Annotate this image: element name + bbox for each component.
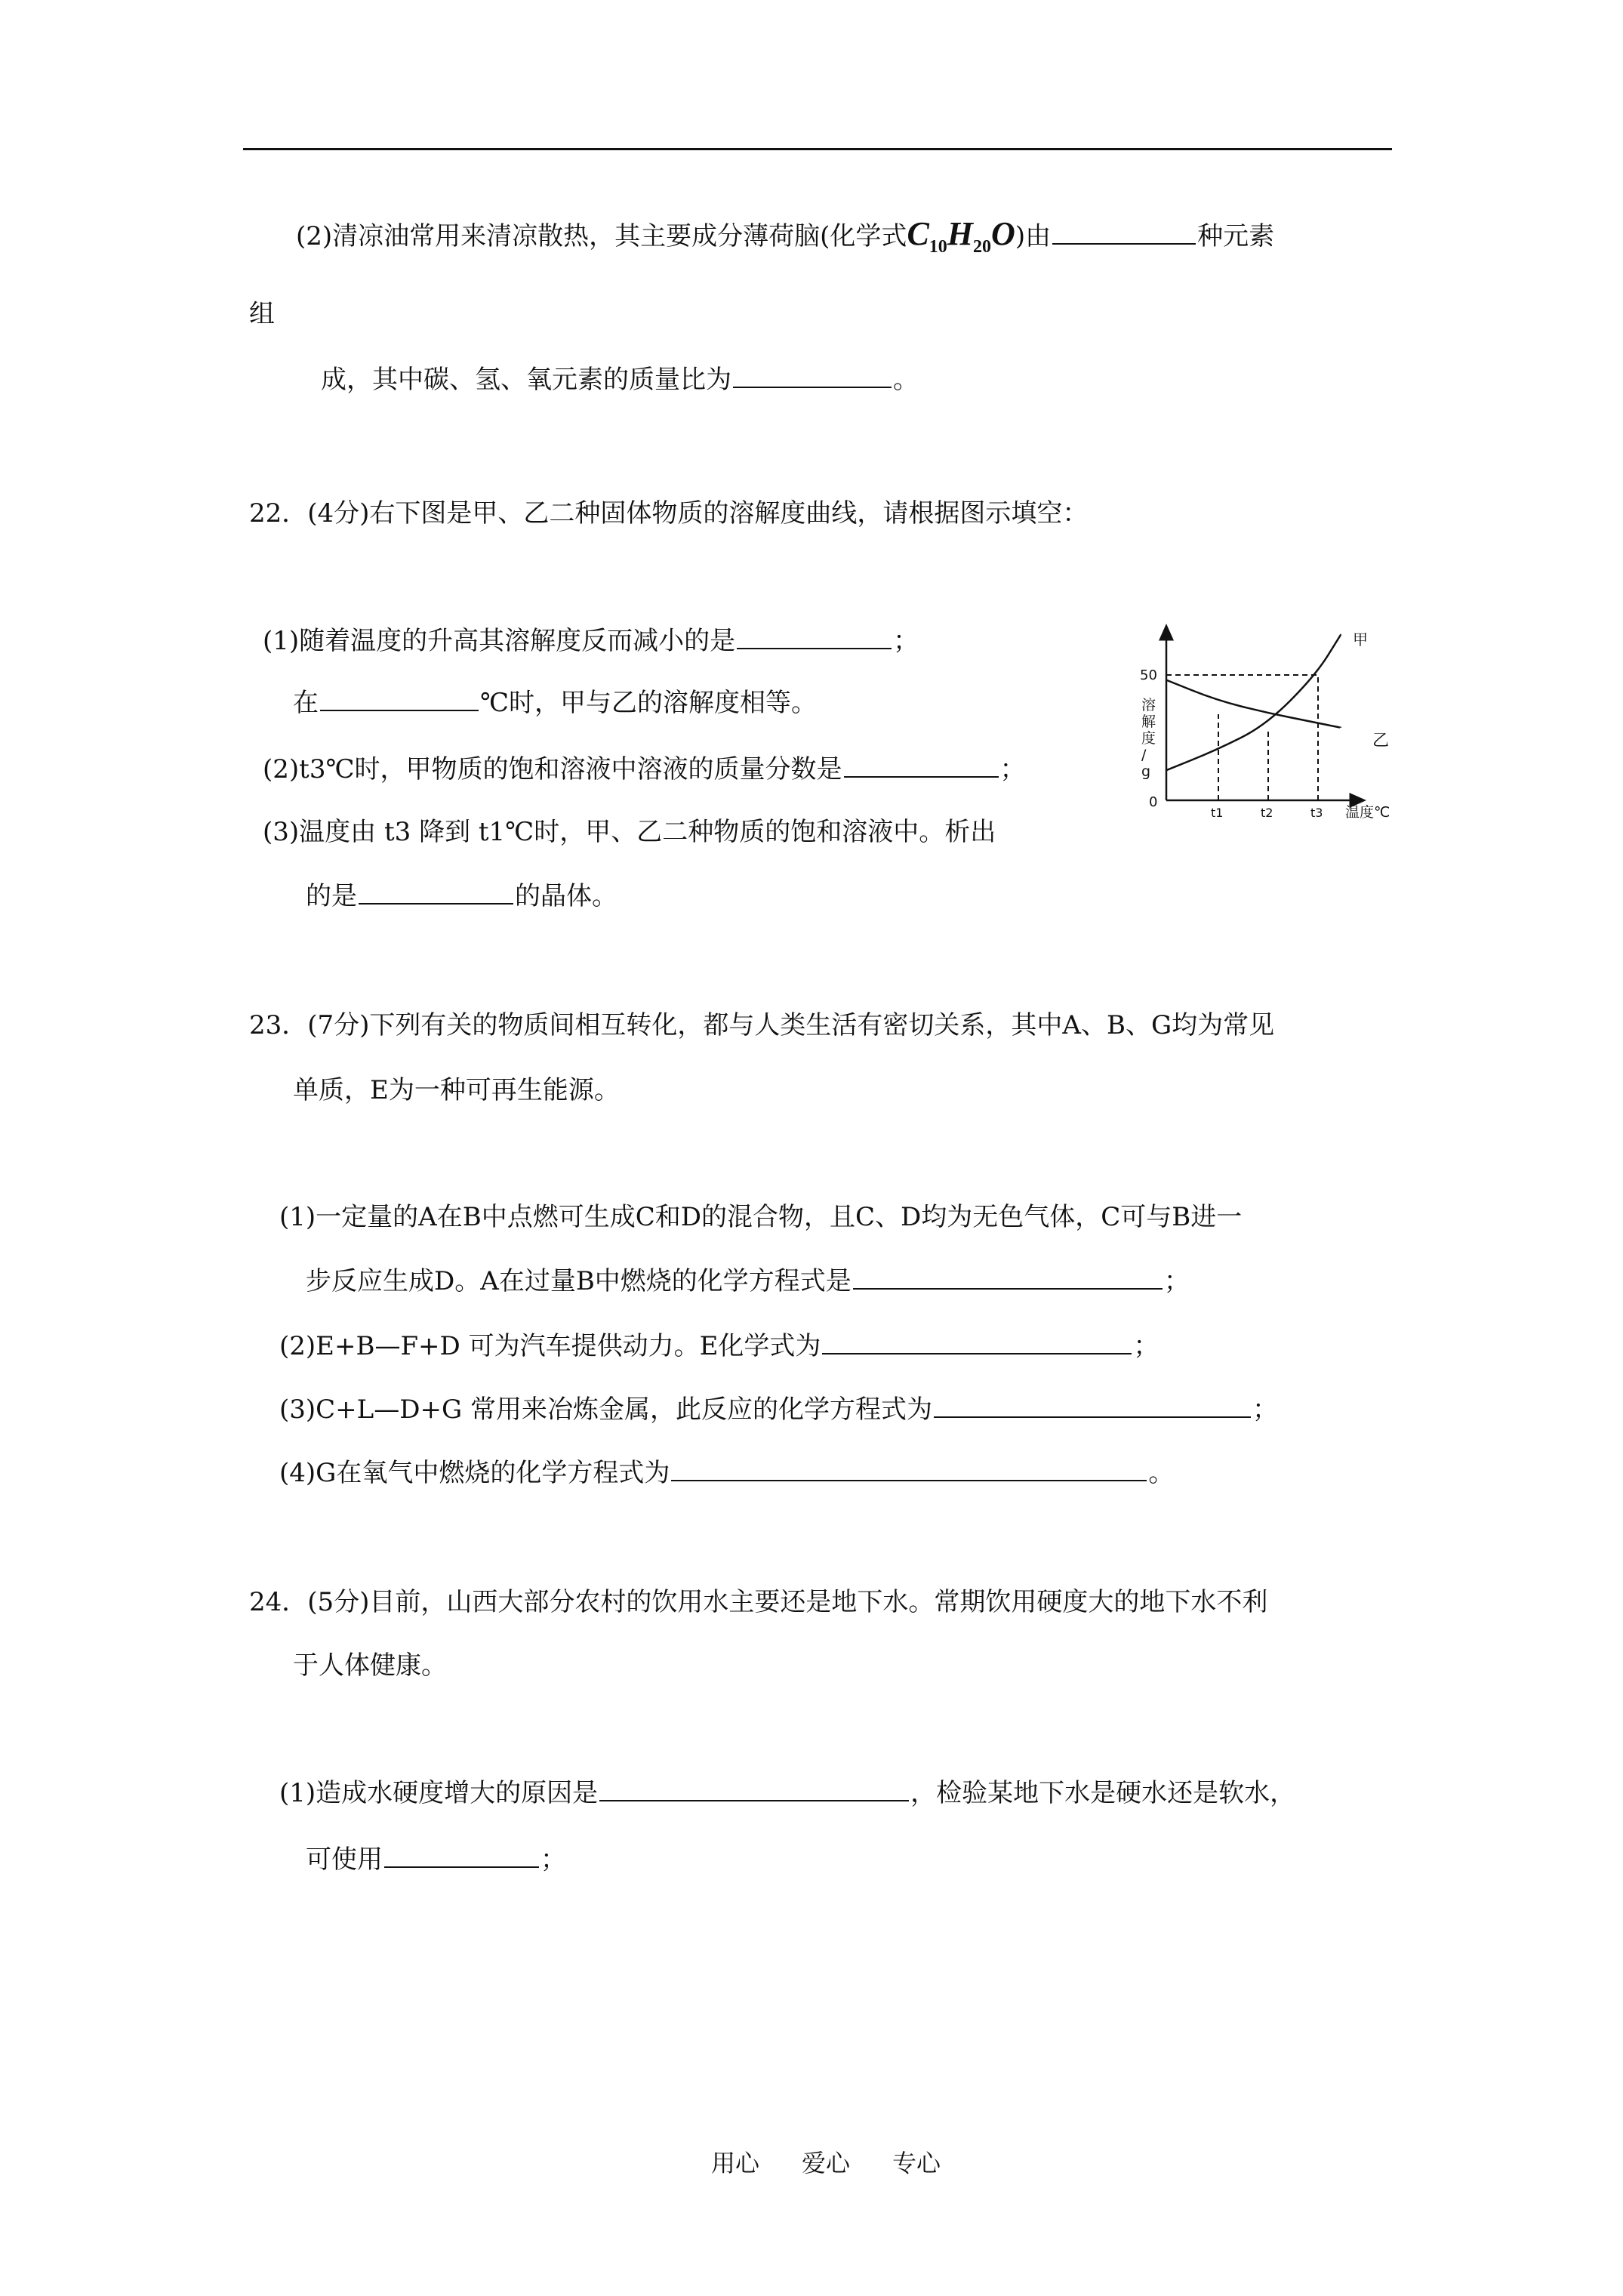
answer-blank[interactable] — [853, 1265, 1163, 1290]
q21-line1 — [296, 215, 1275, 262]
q23-stem1: 23．(7分)下列有关的物质间相互转化，都与人类生活有密切关系，其中A、B、G均为常见 — [249, 1010, 1275, 1040]
answer-blank[interactable] — [599, 1777, 909, 1801]
q22-part3: (3)温度由 t3 降到 t1℃时，甲、乙二种物质的饱和溶液中。析出 — [263, 817, 996, 847]
q23-p3-end: ； — [1252, 1395, 1278, 1425]
q22-p3c-end: 的晶体。 — [515, 881, 617, 911]
q24-stem1: 24．(5分)目前，山西大部分农村的饮用水主要还是地下水。常期饮用硬度大的地下水不利 — [249, 1587, 1268, 1617]
q22-p1-end: ； — [893, 626, 919, 656]
q23-p2-end: ； — [1133, 1331, 1160, 1361]
answer-blank[interactable] — [359, 880, 513, 905]
x-tick-t1: t1 — [1211, 806, 1224, 820]
q24-p1-end: ，检验某地下水是硬水还是软水， — [910, 1778, 1296, 1808]
q23-p3-text: (3)C+L—D+G 常用来冶炼金属，此反应的化学方程式为 — [279, 1395, 932, 1425]
q22-part1-cont — [293, 687, 817, 718]
q22-p2-end: ； — [999, 754, 1026, 784]
q22-part2 — [263, 754, 1026, 784]
answer-blank[interactable] — [737, 625, 892, 649]
answer-blank[interactable] — [733, 364, 892, 388]
q24-p1-text: (1)造成水硬度增大的原因是 — [279, 1778, 599, 1808]
x-tick-t2: t2 — [1261, 806, 1273, 820]
q24-part1-cont — [306, 1844, 566, 1875]
q23-p1-text: 步反应生成D。A在过量B中燃烧的化学方程式是 — [306, 1266, 852, 1296]
q23-p2-text: (2)E+B—F+D 可为汽车提供动力。E化学式为 — [279, 1331, 821, 1361]
q21-line3 — [321, 364, 919, 395]
origin-label: 0 — [1149, 794, 1158, 810]
q24-p1c-text: 可使用 — [306, 1845, 383, 1875]
answer-blank[interactable] — [1052, 220, 1196, 245]
q22-p1-text: (1)随着温度的升高其溶解度反而减小的是 — [263, 626, 736, 656]
q22-p1c-text: 在 — [293, 688, 319, 718]
header-rule — [243, 148, 1392, 150]
y-axis-label: 溶解度/ g — [1141, 697, 1156, 780]
y-tick-50: 50 — [1140, 667, 1157, 683]
q24-p1c-end: ； — [540, 1845, 566, 1875]
footer-text-1: 用心 — [711, 2149, 760, 2177]
q23-p4-text: (4)G在氧气中燃烧的化学方程式为 — [279, 1458, 670, 1488]
answer-blank[interactable] — [320, 687, 479, 711]
q23-part3 — [279, 1394, 1278, 1425]
q22-part3-cont — [306, 880, 617, 911]
q21-text-a: (2)清凉油常用来清凉散热，其主要成分薄荷脑(化学式 — [296, 221, 907, 251]
q23-p1-end: ； — [1163, 1266, 1190, 1296]
q23-p4-end: 。 — [1148, 1458, 1175, 1488]
footer-text-3: 专心 — [892, 2149, 941, 2177]
q21-text-e: 。 — [893, 365, 919, 395]
q21-text-c: 种元素 — [1197, 221, 1275, 251]
q23-part1-cont — [306, 1265, 1190, 1296]
answer-blank[interactable] — [671, 1457, 1147, 1481]
q23-part2 — [279, 1330, 1159, 1361]
answer-blank[interactable] — [384, 1844, 539, 1868]
q22-part1 — [263, 625, 919, 656]
answer-blank[interactable] — [844, 754, 999, 778]
legend-jia: 甲 — [1353, 630, 1368, 649]
legend-yi: 乙 — [1372, 732, 1390, 750]
footer-text-2: 爱心 — [802, 2149, 851, 2177]
q24-stem2: 于人体健康。 — [293, 1650, 447, 1681]
q21-text-b: )由 — [1015, 221, 1052, 251]
q24-part1 — [279, 1777, 1295, 1808]
answer-blank[interactable] — [934, 1394, 1251, 1418]
q21-text-d: 成，其中碳、氢、氧元素的质量比为 — [321, 365, 731, 395]
q22-stem: 22．(4分)右下图是甲、乙二种固体物质的溶解度曲线，请根据图示填空： — [249, 498, 1089, 529]
q23-stem2: 单质，E为一种可再生能源。 — [293, 1075, 620, 1105]
series-yi-curve — [1166, 680, 1341, 728]
x-tick-t3: t3 — [1310, 806, 1323, 820]
answer-blank[interactable] — [822, 1330, 1132, 1354]
q22-p3c-text: 的是 — [306, 881, 357, 911]
menthol-formula: $C_{10}H_{20}O$ — [907, 215, 1015, 257]
series-jia-curve — [1166, 635, 1341, 770]
q23-part1: (1)一定量的A在B中点燃可生成C和D的混合物，且C、D均为无色气体，C可与B进一 — [279, 1202, 1243, 1232]
q23-part4 — [279, 1457, 1174, 1488]
x-axis-label: 温度℃ — [1345, 804, 1390, 821]
q21-line2: 组 — [249, 299, 275, 329]
solubility-chart — [1132, 619, 1419, 838]
q22-p2-text: (2)t3℃时，甲物质的饱和溶液中溶液的质量分数是 — [263, 754, 842, 784]
q22-p1c-end: ℃时，甲与乙的溶解度相等。 — [480, 688, 818, 718]
page-footer — [711, 2144, 941, 2179]
